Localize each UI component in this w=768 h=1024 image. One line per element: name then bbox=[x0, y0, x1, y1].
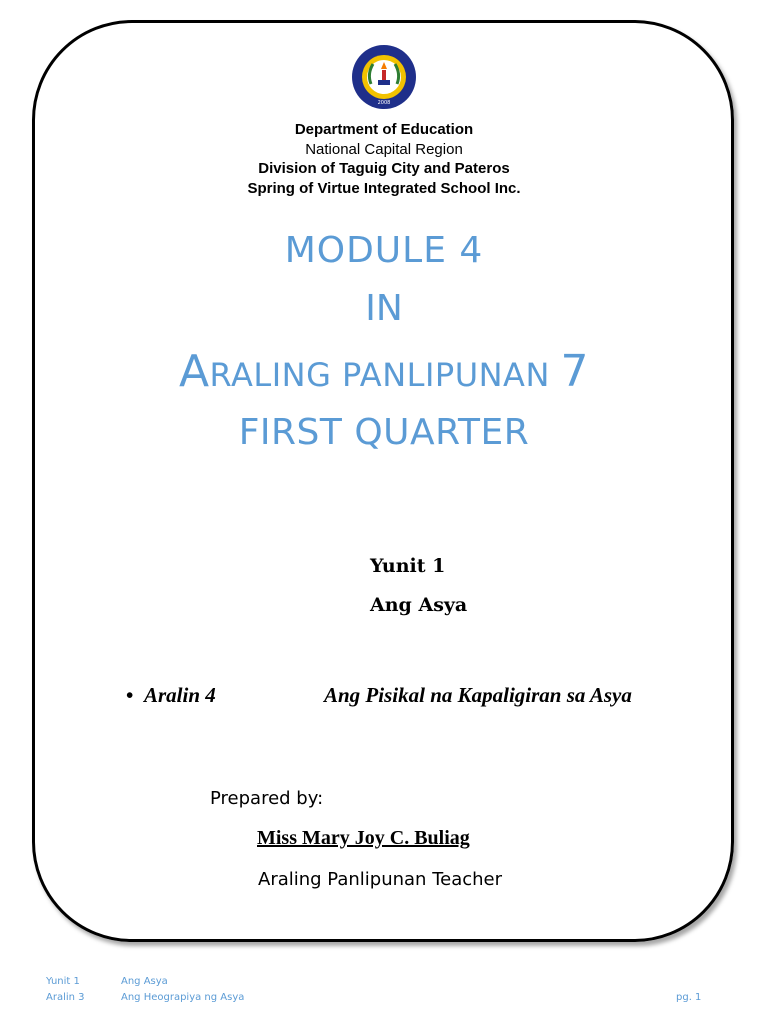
author-name: Miss Mary Joy C. Buliag bbox=[257, 827, 470, 849]
subject-name: RALING PANLIPUNAN bbox=[209, 356, 561, 394]
subject-grade: 7 bbox=[560, 346, 590, 397]
lesson-title: Ang Pisikal na Kapaligiran sa Asya bbox=[324, 683, 632, 707]
footer-lesson: Aralin 3 bbox=[46, 992, 85, 1003]
lesson-row bbox=[126, 683, 686, 713]
division-name: Division of Taguig City and Pateros bbox=[258, 160, 510, 177]
prepared-by-label: Prepared by: bbox=[210, 788, 324, 809]
bullet-icon: • bbox=[126, 683, 134, 707]
footer-page-number: pg. 1 bbox=[676, 992, 702, 1003]
footer-unit-title: Ang Asya bbox=[121, 976, 168, 987]
school-name: Spring of Virtue Integrated School Inc. bbox=[247, 180, 521, 197]
lesson-number: Aralin 4 bbox=[144, 683, 216, 707]
region-name: National Capital Region bbox=[305, 141, 463, 158]
footer-unit: Yunit 1 bbox=[46, 976, 80, 987]
subject-first-letter: A bbox=[178, 346, 210, 397]
page-border-frame bbox=[32, 20, 734, 942]
module-in: IN bbox=[365, 288, 403, 329]
author-role: Araling Panlipunan Teacher bbox=[258, 869, 503, 890]
department-name: Department of Education bbox=[294, 121, 474, 138]
subject-title bbox=[0, 346, 768, 397]
module-title: MODULE 4 bbox=[284, 230, 484, 271]
seal-year: 2008 bbox=[377, 100, 391, 106]
school-seal-icon bbox=[351, 44, 417, 110]
footer-lesson-title: Ang Heograpiya ng Asya bbox=[121, 992, 245, 1003]
unit-label: Yunit 1 bbox=[370, 555, 446, 577]
unit-name: Ang Asya bbox=[370, 594, 468, 616]
quarter-title: FIRST QUARTER bbox=[238, 412, 530, 453]
